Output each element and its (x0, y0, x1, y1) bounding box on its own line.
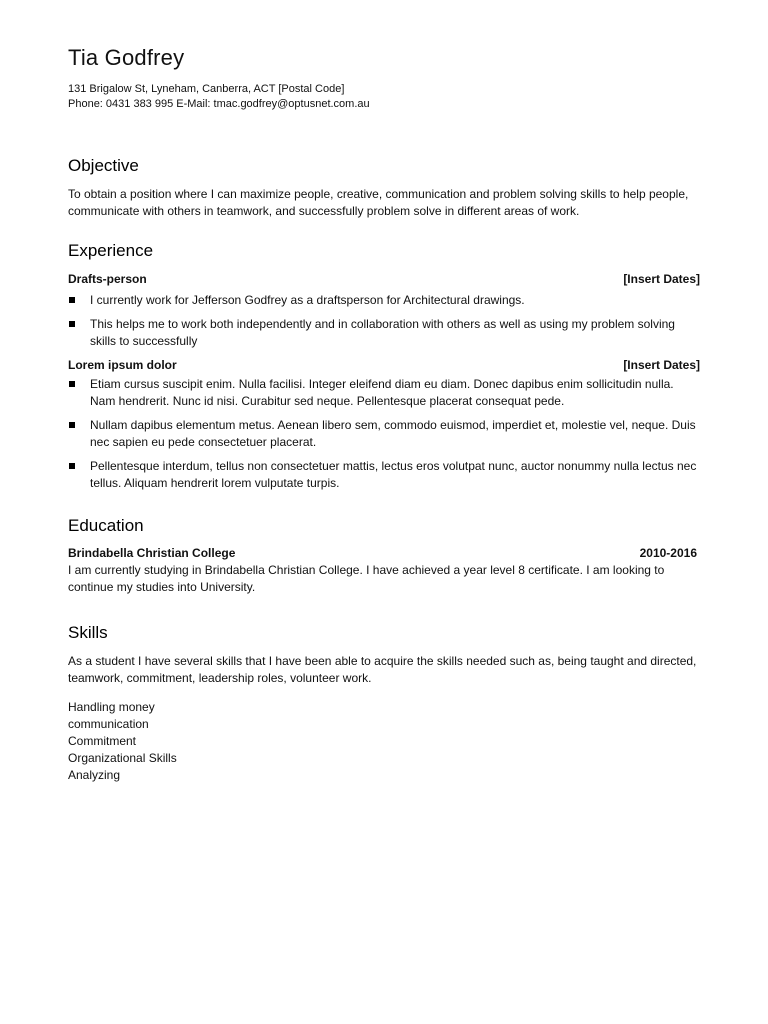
skill-item: Handling money (68, 700, 155, 714)
education-heading: Education (68, 516, 144, 535)
skill-item: communication (68, 717, 149, 731)
square-bullet-icon (69, 321, 75, 327)
contact-address: 131 Brigalow St, Lyneham, Canberra, ACT [Postal Code] (68, 83, 345, 95)
job-dates: [Insert Dates] (623, 358, 700, 372)
objective-heading: Objective (68, 156, 139, 175)
education-text: I am currently studying in Brindabella Christian College. I have achieved a year level 8 certificate. I am looking to continue my studies into University. (68, 563, 665, 594)
school-name: Brindabella Christian College (68, 546, 236, 560)
job-bullets (68, 292, 700, 350)
skills-text: As a student I have several skills that I have been able to acquire the skills needed such as, being taught and directed, teamwork, commitment, leadership roles, volunteer work. (68, 654, 697, 685)
skill-item: Analyzing (68, 768, 121, 782)
list-item: Nullam dapibus elementum metus. Aenean libero sem, commodo euismod, imperdiet et, molestie vel, neque. Duis nec sapien eu pede consectetuer placerat. (68, 417, 700, 451)
job-header-drafts-person (68, 271, 700, 287)
job-title: Drafts-person (68, 272, 147, 286)
list-item: I currently work for Jefferson Godfrey as a draftsperson for Architectural drawings. (68, 292, 700, 309)
education-header (68, 545, 697, 561)
skill-item: Commitment (68, 734, 137, 748)
job-header-lorem (68, 357, 700, 373)
resume-page (68, 44, 700, 784)
square-bullet-icon (69, 463, 75, 469)
square-bullet-icon (69, 422, 75, 428)
job-title: Lorem ipsum dolor (68, 358, 177, 372)
job-bullets (68, 376, 700, 492)
skills-heading: Skills (68, 623, 108, 642)
list-item: Pellentesque interdum, tellus non consectetuer mattis, lectus eros volutpat nunc, auctor nonummy nulla lectus nec tellus. Aliquam hendrerit lorem vulputate turpis. (68, 458, 700, 492)
resume-name: Tia Godfrey (68, 45, 185, 70)
job-dates: [Insert Dates] (623, 272, 700, 286)
objective-text: To obtain a position where I can maximize people, creative, communication and problem solving skills to help people, communicate with others in teamwork, and successfully problem solve in different areas of work. (68, 187, 689, 218)
skill-item: Organizational Skills (68, 751, 177, 765)
list-item: This helps me to work both independently and in collaboration with others as well as using my problem solving skills to successfully (68, 316, 700, 350)
list-item: Etiam cursus suscipit enim. Nulla facilisi. Integer eleifend diam eu diam. Donec dapibus enim sollicitudin nulla. Nam hendrerit. Nunc id nisi. Curabitur sed neque. Pellentesque placerat consequat pede. (68, 376, 700, 410)
skills-list (68, 699, 700, 784)
square-bullet-icon (69, 297, 75, 303)
experience-heading: Experience (68, 241, 154, 260)
square-bullet-icon (69, 381, 75, 387)
contact-phone-email: Phone: 0431 383 995 E-Mail: tmac.godfrey@optusnet.com.au (68, 98, 370, 110)
school-years: 2010-2016 (639, 546, 697, 560)
